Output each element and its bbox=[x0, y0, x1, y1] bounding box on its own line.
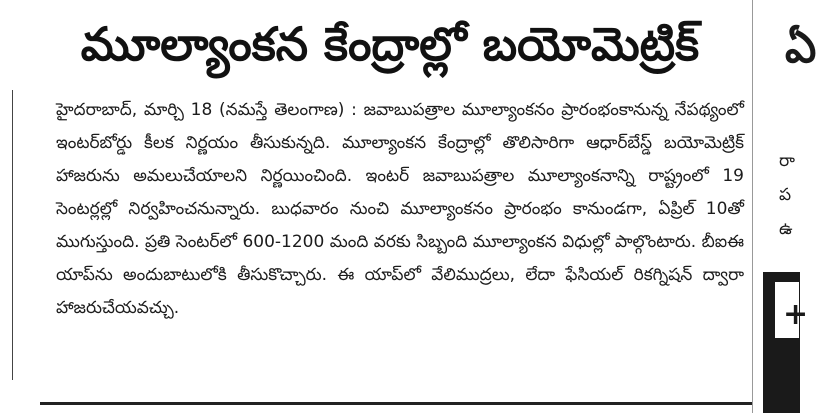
dark-info-box bbox=[763, 272, 809, 413]
adjacent-article-fragment bbox=[753, 0, 816, 413]
info-box-panel bbox=[775, 282, 809, 338]
plus-icon: + bbox=[783, 297, 809, 332]
headline: మూల్యాంకన కేంద్రాల్లో బయోమెట్రిక్ bbox=[80, 17, 700, 71]
adjacent-text-line: ప bbox=[779, 185, 792, 205]
adjacent-text-line: రా bbox=[779, 151, 795, 171]
article-body: హైదరాబాద్, మార్చి 18 (నమస్తే తెలంగాణ) : జవాబుపత్రాల మూల్యాంకనం ప్రారంభంకానున్న నేపథ్యంలో ఇంటర్‌బోర్డు కీలక నిర్ణయం తీసుకున్నది. మూల్యాంకన కేంద్రాల్లో తొలిసారిగా ఆధార్‌బేస్డ్ బయోమెట్రిక్ హాజరును అమలుచేయాలని నిర్ణయించింది. ఇంటర్ జవాబుపత్రాల మూల్యాంకనాన్ని రాష్ట్రంలో 19 సెంటర్లల్లో నిర్వహించనున్నారు. బుధవారం నుంచి మూల్యాంకనం ప్రారంభం కానుండగా, ఏప్రిల్ 10తో ముగుస్తుంది. ప్రతి సెంటర్‌లో 600-1200 మంది వరకు సిబ్బంది మూల్యాంకన విధుల్లో పాల్గొంటారు. బీఐఈ యాప్‌ను అందుబాటులోకి తీసుకొచ్చారు. ఈ యాప్‌లో వేలిముద్రలు, లేదా ఫేసియల్ రికగ్నిషన్ ద్వారా హాజరుచేయవచ్చు. bbox=[56, 100, 744, 318]
left-column-rule bbox=[12, 90, 13, 380]
adjacent-text-line: ఉ bbox=[779, 219, 793, 239]
bottom-rule bbox=[40, 402, 752, 405]
adjacent-headline-fragment: ఏ bbox=[785, 22, 816, 73]
